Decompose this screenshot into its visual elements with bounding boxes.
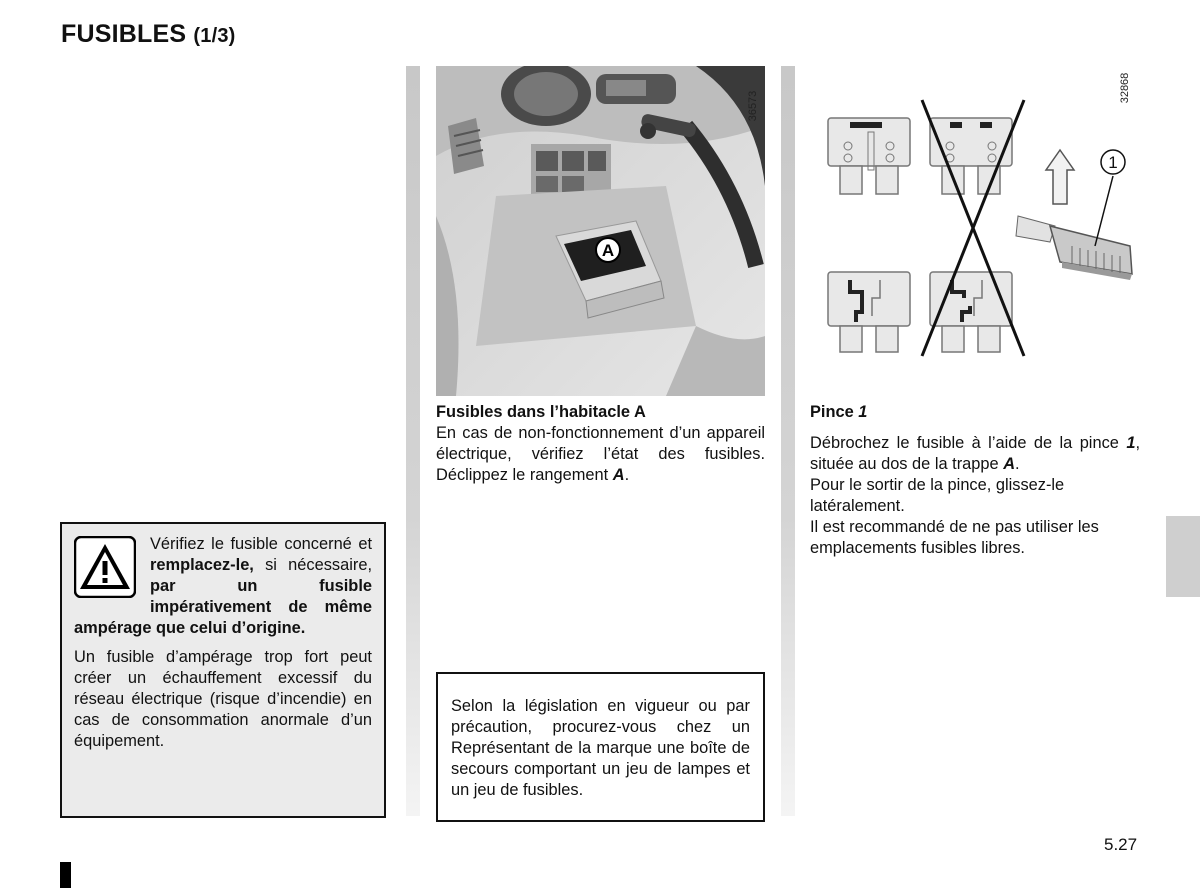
- habitacle-body-end: .: [624, 466, 630, 484]
- habitacle-body-ref: A: [612, 466, 625, 484]
- fuse-diagram: [810, 66, 1140, 366]
- warning-box: [60, 522, 386, 818]
- pince-body-d: Pour le sortir de la pince, glissez-le latéralement.: [810, 476, 1065, 515]
- notice-text: Selon la législation en vigueur ou par précaution, procurez-vous chez un Représentant de la marque une boîte de secours comportant un jeu de lampes et un jeu de fusibles.: [451, 697, 750, 799]
- pince-body-b: , située au dos de la trappe: [810, 434, 1140, 473]
- warning-icon: [74, 536, 136, 598]
- pince-heading-text: Pince: [810, 403, 859, 421]
- habitacle-section: [436, 402, 765, 486]
- figure-number-left: 36573: [747, 90, 759, 122]
- pince-ref-1: 1: [1126, 434, 1136, 452]
- warning-t1-bold: remplacez-le,: [150, 556, 254, 574]
- page-number: 5.27: [1104, 835, 1138, 854]
- warning-text-2: Un fusible d’ampérage trop fort peut créer un échauffement excessif du réseau électrique (risque d’incendie) en cas de consommation anormale d’un équipement.: [74, 648, 372, 750]
- pince-body-c: .: [1015, 455, 1020, 473]
- corner-mark: [60, 862, 71, 888]
- habitacle-body-text: En cas de non-fonctionnement d’un appareil électrique, vérifiez l’état des fusibles. Déclippez le rangement: [436, 424, 765, 484]
- dashboard-illustration: [436, 66, 765, 396]
- figure-number-right: 32868: [1119, 72, 1131, 104]
- pince-heading-ref: 1: [858, 403, 868, 421]
- column-divider-left: [406, 66, 420, 816]
- pince-body-a: Débrochez le fusible à l’aide de la pince: [810, 434, 1127, 452]
- label-1: 1: [1108, 153, 1118, 172]
- column-divider-right: [781, 66, 795, 816]
- warning-t2: si nécessaire,: [253, 556, 372, 574]
- chapter-tab: [1166, 516, 1200, 597]
- page-title: [61, 20, 236, 49]
- label-a: A: [601, 241, 615, 260]
- pince-body-e: Il est recommandé de ne pas utiliser les emplacements fusibles libres.: [810, 518, 1099, 557]
- warning-t1: Vérifiez le fusible concerné et: [150, 535, 372, 553]
- title-part: (1/3): [193, 25, 236, 47]
- habitacle-heading: Fusibles dans l’habitacle A: [436, 403, 646, 421]
- habitacle-body: [436, 423, 765, 486]
- pince-ref-a: A: [1003, 455, 1016, 473]
- title-main: FUSIBLES: [61, 20, 187, 48]
- notice-box: [436, 672, 765, 822]
- pince-heading: [810, 402, 1140, 423]
- pince-body: [810, 433, 1140, 475]
- pince-section: [810, 402, 1140, 559]
- warning-t2-bold: par un fusible impérativement de même ampérage que celui d’origine.: [74, 577, 372, 637]
